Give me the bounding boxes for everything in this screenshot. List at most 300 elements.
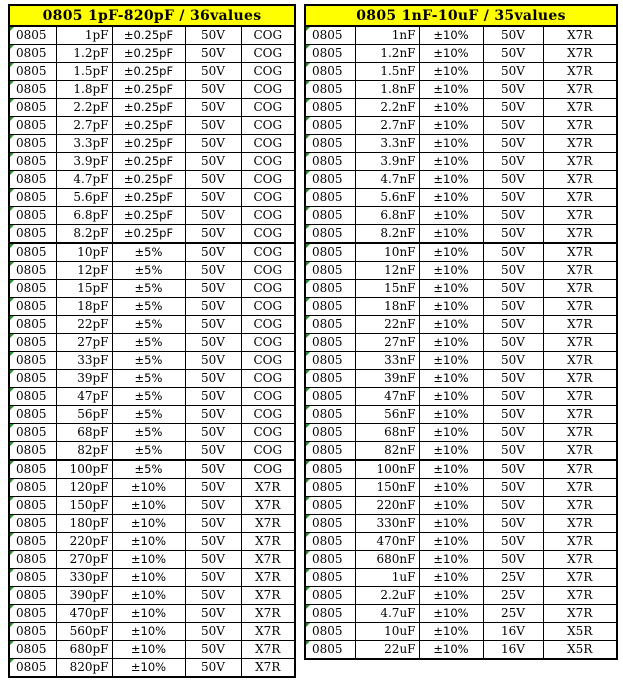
package-cell: 0805: [305, 117, 355, 135]
table-row: [305, 605, 617, 623]
voltage-cell: 25V: [483, 605, 543, 623]
dielectric-cell: X7R: [543, 334, 617, 352]
tolerance-cell: ±10%: [419, 587, 483, 605]
voltage-cell: 50V: [483, 45, 543, 63]
package-cell: 0805: [9, 569, 56, 587]
package-cell: 0805: [9, 479, 56, 497]
dielectric-cell: COG: [241, 388, 295, 406]
right-capacitor-table: [304, 4, 618, 660]
tolerance-cell: ±5%: [112, 424, 185, 442]
package-cell: 0805: [9, 442, 56, 461]
dielectric-cell: X7R: [241, 551, 295, 569]
table-row: [305, 117, 617, 135]
dielectric-cell: X7R: [543, 26, 617, 45]
capacitance-cell: 10uF: [355, 623, 419, 641]
package-cell: 0805: [9, 460, 56, 479]
capacitance-cell: 3.3pF: [56, 135, 112, 153]
package-cell: 0805: [305, 316, 355, 334]
tolerance-cell: ±10%: [419, 569, 483, 587]
voltage-cell: 50V: [483, 479, 543, 497]
voltage-cell: 50V: [185, 569, 241, 587]
table-row: [305, 316, 617, 334]
tolerance-cell: ±10%: [419, 497, 483, 515]
package-cell: 0805: [305, 479, 355, 497]
package-cell: 0805: [9, 207, 56, 225]
package-cell: 0805: [305, 641, 355, 660]
dielectric-cell: X7R: [543, 117, 617, 135]
dielectric-cell: COG: [241, 442, 295, 461]
table-row: [9, 497, 295, 515]
tolerance-cell: ±10%: [419, 45, 483, 63]
package-cell: 0805: [9, 298, 56, 316]
package-cell: 0805: [305, 280, 355, 298]
voltage-cell: 50V: [483, 262, 543, 280]
capacitance-cell: 100nF: [355, 460, 419, 479]
tolerance-cell: ±5%: [112, 280, 185, 298]
dielectric-cell: COG: [241, 63, 295, 81]
voltage-cell: 50V: [483, 298, 543, 316]
capacitance-cell: 180pF: [56, 515, 112, 533]
table-row: [9, 352, 295, 370]
tolerance-cell: ±5%: [112, 352, 185, 370]
table-row: [305, 26, 617, 45]
voltage-cell: 50V: [483, 497, 543, 515]
package-cell: 0805: [305, 225, 355, 244]
capacitance-cell: 5.6nF: [355, 189, 419, 207]
voltage-cell: 50V: [185, 659, 241, 678]
tolerance-cell: ±10%: [112, 641, 185, 659]
table-row: [9, 587, 295, 605]
capacitance-cell: 2.2nF: [355, 99, 419, 117]
table-row: [305, 551, 617, 569]
voltage-cell: 50V: [185, 352, 241, 370]
table-row: [9, 479, 295, 497]
dielectric-cell: X7R: [543, 153, 617, 171]
dielectric-cell: X7R: [241, 605, 295, 623]
package-cell: 0805: [305, 370, 355, 388]
table-row: [9, 135, 295, 153]
table-row: [9, 117, 295, 135]
table-row: [9, 406, 295, 424]
tolerance-cell: ±5%: [112, 388, 185, 406]
dielectric-cell: X7R: [543, 605, 617, 623]
capacitance-cell: 5.6pF: [56, 189, 112, 207]
package-cell: 0805: [9, 587, 56, 605]
capacitance-cell: 12pF: [56, 262, 112, 280]
capacitance-cell: 68pF: [56, 424, 112, 442]
table-row: [9, 442, 295, 461]
table-row: [9, 551, 295, 569]
table-row: [9, 460, 295, 479]
package-cell: 0805: [9, 388, 56, 406]
tolerance-cell: ±0.25pF: [112, 99, 185, 117]
capacitance-cell: 1.5nF: [355, 63, 419, 81]
voltage-cell: 50V: [185, 45, 241, 63]
table-row: [9, 171, 295, 189]
capacitance-cell: 10nF: [355, 243, 419, 262]
voltage-cell: 50V: [483, 533, 543, 551]
capacitance-cell: 2.2uF: [355, 587, 419, 605]
voltage-cell: 16V: [483, 641, 543, 660]
voltage-cell: 50V: [185, 551, 241, 569]
dielectric-cell: COG: [241, 225, 295, 244]
tolerance-cell: ±10%: [419, 153, 483, 171]
tolerance-cell: ±10%: [419, 189, 483, 207]
table-row: [9, 424, 295, 442]
tolerance-cell: ±10%: [112, 497, 185, 515]
tolerance-cell: ±5%: [112, 442, 185, 461]
dielectric-cell: COG: [241, 243, 295, 262]
capacitance-cell: 8.2pF: [56, 225, 112, 244]
voltage-cell: 50V: [185, 641, 241, 659]
capacitance-cell: 18nF: [355, 298, 419, 316]
voltage-cell: 50V: [483, 316, 543, 334]
capacitance-cell: 330nF: [355, 515, 419, 533]
package-cell: 0805: [9, 533, 56, 551]
tolerance-cell: ±0.25pF: [112, 171, 185, 189]
tolerance-cell: ±5%: [112, 316, 185, 334]
table-row: [305, 81, 617, 99]
right-capacitor-panel: [304, 4, 618, 660]
tolerance-cell: ±5%: [112, 262, 185, 280]
capacitance-cell: 22pF: [56, 316, 112, 334]
table-row: [9, 243, 295, 262]
tolerance-cell: ±0.25pF: [112, 26, 185, 45]
voltage-cell: 50V: [185, 135, 241, 153]
capacitance-cell: 27pF: [56, 334, 112, 352]
tolerance-cell: ±10%: [112, 533, 185, 551]
tolerance-cell: ±10%: [419, 442, 483, 461]
voltage-cell: 50V: [185, 99, 241, 117]
tolerance-cell: ±10%: [419, 243, 483, 262]
tolerance-cell: ±10%: [112, 551, 185, 569]
dielectric-cell: COG: [241, 99, 295, 117]
dielectric-cell: X7R: [543, 243, 617, 262]
package-cell: 0805: [9, 352, 56, 370]
table-row: [305, 352, 617, 370]
dielectric-cell: X5R: [543, 623, 617, 641]
dielectric-cell: X7R: [543, 551, 617, 569]
capacitance-cell: 56nF: [355, 406, 419, 424]
table-row: [305, 460, 617, 479]
dielectric-cell: COG: [241, 424, 295, 442]
capacitance-cell: 6.8nF: [355, 207, 419, 225]
dielectric-cell: X7R: [543, 424, 617, 442]
voltage-cell: 50V: [185, 262, 241, 280]
table-row: [305, 171, 617, 189]
package-cell: 0805: [305, 26, 355, 45]
voltage-cell: 16V: [483, 623, 543, 641]
left-table-body: [9, 26, 295, 677]
voltage-cell: 50V: [483, 63, 543, 81]
dielectric-cell: COG: [241, 334, 295, 352]
table-row: [9, 45, 295, 63]
capacitance-cell: 39nF: [355, 370, 419, 388]
capacitance-cell: 3.9pF: [56, 153, 112, 171]
dielectric-cell: X7R: [543, 225, 617, 244]
capacitance-cell: 390pF: [56, 587, 112, 605]
package-cell: 0805: [9, 189, 56, 207]
table-row: [9, 388, 295, 406]
package-cell: 0805: [305, 406, 355, 424]
capacitance-cell: 3.3nF: [355, 135, 419, 153]
tolerance-cell: ±10%: [419, 533, 483, 551]
table-row: [305, 569, 617, 587]
dielectric-cell: X7R: [543, 442, 617, 461]
package-cell: 0805: [9, 81, 56, 99]
voltage-cell: 50V: [483, 117, 543, 135]
table-row: [9, 334, 295, 352]
table-row: [9, 298, 295, 316]
voltage-cell: 25V: [483, 587, 543, 605]
table-row: [305, 623, 617, 641]
voltage-cell: 50V: [185, 243, 241, 262]
dielectric-cell: X7R: [543, 406, 617, 424]
voltage-cell: 50V: [185, 406, 241, 424]
dielectric-cell: X7R: [241, 641, 295, 659]
capacitance-cell: 1.5pF: [56, 63, 112, 81]
dielectric-cell: X7R: [543, 262, 617, 280]
package-cell: 0805: [9, 225, 56, 244]
left-table-title: 0805 1pF-820pF / 36values: [9, 5, 295, 26]
dielectric-cell: X7R: [241, 587, 295, 605]
dielectric-cell: COG: [241, 280, 295, 298]
dielectric-cell: COG: [241, 189, 295, 207]
package-cell: 0805: [305, 334, 355, 352]
package-cell: 0805: [9, 63, 56, 81]
dielectric-cell: X7R: [543, 352, 617, 370]
tolerance-cell: ±10%: [419, 135, 483, 153]
capacitance-cell: 220pF: [56, 533, 112, 551]
voltage-cell: 50V: [185, 316, 241, 334]
capacitance-cell: 1nF: [355, 26, 419, 45]
capacitance-cell: 56pF: [56, 406, 112, 424]
capacitance-cell: 6.8pF: [56, 207, 112, 225]
capacitance-cell: 120pF: [56, 479, 112, 497]
table-row: [305, 225, 617, 244]
dielectric-cell: X7R: [241, 569, 295, 587]
tolerance-cell: ±10%: [419, 515, 483, 533]
table-row: [9, 280, 295, 298]
voltage-cell: 50V: [483, 135, 543, 153]
dielectric-cell: X7R: [543, 99, 617, 117]
dielectric-cell: X7R: [543, 479, 617, 497]
tolerance-cell: ±10%: [419, 334, 483, 352]
voltage-cell: 50V: [185, 442, 241, 461]
voltage-cell: 50V: [483, 406, 543, 424]
capacitance-cell: 4.7nF: [355, 171, 419, 189]
table-row: [305, 515, 617, 533]
dielectric-cell: X7R: [543, 460, 617, 479]
voltage-cell: 50V: [483, 81, 543, 99]
tolerance-cell: ±10%: [112, 587, 185, 605]
capacitance-cell: 15pF: [56, 280, 112, 298]
voltage-cell: 50V: [483, 352, 543, 370]
dielectric-cell: COG: [241, 352, 295, 370]
package-cell: 0805: [9, 605, 56, 623]
dielectric-cell: COG: [241, 298, 295, 316]
voltage-cell: 50V: [185, 225, 241, 244]
voltage-cell: 50V: [185, 207, 241, 225]
voltage-cell: 50V: [185, 117, 241, 135]
dielectric-cell: X7R: [241, 623, 295, 641]
package-cell: 0805: [305, 135, 355, 153]
voltage-cell: 50V: [483, 225, 543, 244]
capacitance-cell: 18pF: [56, 298, 112, 316]
tolerance-cell: ±10%: [419, 262, 483, 280]
package-cell: 0805: [9, 171, 56, 189]
tolerance-cell: ±10%: [419, 352, 483, 370]
capacitance-cell: 3.9nF: [355, 153, 419, 171]
voltage-cell: 50V: [483, 171, 543, 189]
tolerance-cell: ±0.25pF: [112, 153, 185, 171]
package-cell: 0805: [305, 551, 355, 569]
capacitance-cell: 82pF: [56, 442, 112, 461]
dielectric-cell: COG: [241, 460, 295, 479]
tolerance-cell: ±10%: [419, 316, 483, 334]
tolerance-cell: ±10%: [112, 623, 185, 641]
table-row: [305, 298, 617, 316]
voltage-cell: 50V: [185, 515, 241, 533]
voltage-cell: 25V: [483, 569, 543, 587]
dielectric-cell: X7R: [543, 497, 617, 515]
dielectric-cell: X7R: [543, 135, 617, 153]
tolerance-cell: ±5%: [112, 460, 185, 479]
voltage-cell: 50V: [483, 153, 543, 171]
capacitance-cell: 1.2pF: [56, 45, 112, 63]
voltage-cell: 50V: [483, 243, 543, 262]
voltage-cell: 50V: [185, 623, 241, 641]
table-row: [9, 207, 295, 225]
capacitance-cell: 22nF: [355, 316, 419, 334]
dielectric-cell: X7R: [543, 298, 617, 316]
voltage-cell: 50V: [483, 442, 543, 461]
capacitance-cell: 47nF: [355, 388, 419, 406]
capacitance-cell: 47pF: [56, 388, 112, 406]
capacitance-cell: 27nF: [355, 334, 419, 352]
voltage-cell: 50V: [185, 334, 241, 352]
voltage-cell: 50V: [483, 99, 543, 117]
package-cell: 0805: [9, 117, 56, 135]
dielectric-cell: X7R: [241, 533, 295, 551]
capacitance-cell: 1.2nF: [355, 45, 419, 63]
package-cell: 0805: [305, 388, 355, 406]
tolerance-cell: ±10%: [419, 605, 483, 623]
package-cell: 0805: [305, 63, 355, 81]
table-row: [9, 26, 295, 45]
tolerance-cell: ±10%: [419, 99, 483, 117]
tolerance-cell: ±5%: [112, 370, 185, 388]
tolerance-cell: ±10%: [419, 479, 483, 497]
package-cell: 0805: [305, 442, 355, 461]
table-row: [305, 99, 617, 117]
tolerance-cell: ±10%: [419, 460, 483, 479]
table-row: [305, 207, 617, 225]
dielectric-cell: COG: [241, 316, 295, 334]
capacitance-cell: 22uF: [355, 641, 419, 660]
capacitance-cell: 2.7nF: [355, 117, 419, 135]
voltage-cell: 50V: [483, 370, 543, 388]
voltage-cell: 50V: [185, 605, 241, 623]
capacitance-cell: 100pF: [56, 460, 112, 479]
tolerance-cell: ±10%: [112, 569, 185, 587]
package-cell: 0805: [9, 316, 56, 334]
dielectric-cell: X7R: [543, 171, 617, 189]
package-cell: 0805: [9, 26, 56, 45]
capacitance-cell: 270pF: [56, 551, 112, 569]
tolerance-cell: ±10%: [419, 117, 483, 135]
table-row: [305, 479, 617, 497]
package-cell: 0805: [305, 81, 355, 99]
capacitance-cell: 1.8pF: [56, 81, 112, 99]
capacitance-cell: 4.7pF: [56, 171, 112, 189]
capacitance-cell: 220nF: [355, 497, 419, 515]
table-row: [305, 280, 617, 298]
tolerance-cell: ±10%: [419, 424, 483, 442]
table-row: [9, 659, 295, 678]
package-cell: 0805: [9, 515, 56, 533]
package-cell: 0805: [305, 153, 355, 171]
tolerance-cell: ±10%: [419, 207, 483, 225]
capacitance-cell: 1pF: [56, 26, 112, 45]
table-row: [305, 63, 617, 81]
dielectric-cell: X7R: [241, 497, 295, 515]
table-row: [305, 533, 617, 551]
table-row: [305, 262, 617, 280]
package-cell: 0805: [9, 406, 56, 424]
table-row: [9, 225, 295, 244]
dielectric-cell: X7R: [241, 659, 295, 678]
voltage-cell: 50V: [185, 189, 241, 207]
right-table-body: [305, 26, 617, 659]
capacitance-cell: 12nF: [355, 262, 419, 280]
tolerance-cell: ±5%: [112, 298, 185, 316]
dielectric-cell: COG: [241, 171, 295, 189]
tolerance-cell: ±10%: [112, 515, 185, 533]
voltage-cell: 50V: [483, 551, 543, 569]
tolerance-cell: ±10%: [419, 406, 483, 424]
capacitance-cell: 2.2pF: [56, 99, 112, 117]
voltage-cell: 50V: [185, 424, 241, 442]
capacitance-cell: 82nF: [355, 442, 419, 461]
table-row: [305, 641, 617, 660]
capacitance-cell: 1.8nF: [355, 81, 419, 99]
table-row: [9, 63, 295, 81]
voltage-cell: 50V: [185, 26, 241, 45]
dielectric-cell: X7R: [543, 81, 617, 99]
capacitance-cell: 150pF: [56, 497, 112, 515]
tolerance-cell: ±10%: [419, 81, 483, 99]
tolerance-cell: ±10%: [419, 225, 483, 244]
capacitance-cell: 8.2nF: [355, 225, 419, 244]
tolerance-cell: ±0.25pF: [112, 135, 185, 153]
table-row: [305, 153, 617, 171]
tolerance-cell: ±5%: [112, 334, 185, 352]
dielectric-cell: COG: [241, 45, 295, 63]
package-cell: 0805: [305, 171, 355, 189]
package-cell: 0805: [9, 45, 56, 63]
voltage-cell: 50V: [185, 533, 241, 551]
capacitance-cell: 68nF: [355, 424, 419, 442]
tolerance-cell: ±5%: [112, 243, 185, 262]
voltage-cell: 50V: [185, 587, 241, 605]
capacitance-cell: 820pF: [56, 659, 112, 678]
voltage-cell: 50V: [483, 280, 543, 298]
dielectric-cell: COG: [241, 153, 295, 171]
package-cell: 0805: [9, 424, 56, 442]
package-cell: 0805: [305, 515, 355, 533]
table-row: [305, 370, 617, 388]
